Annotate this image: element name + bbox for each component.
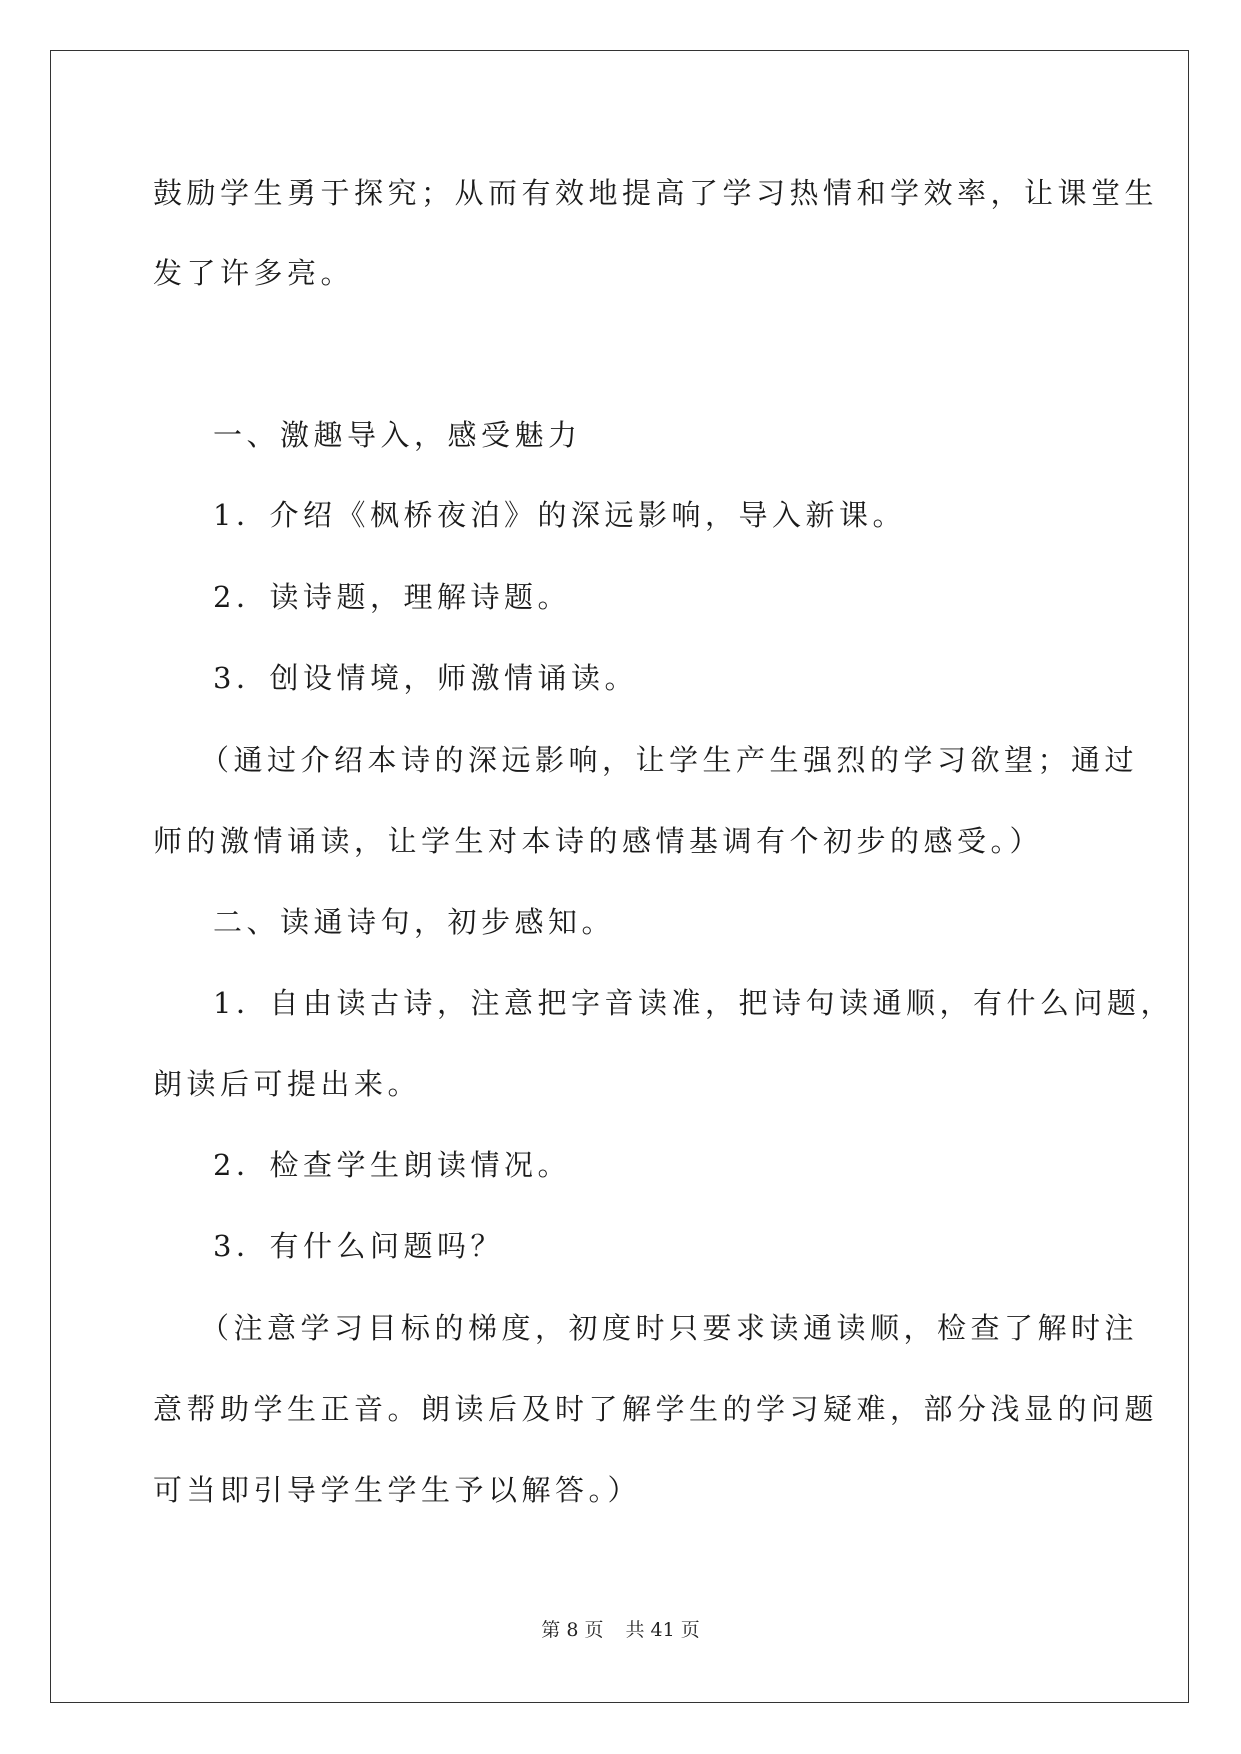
note-line: 可当即引导学生学生予以解答。） [153,1473,642,1507]
body-line: 发了许多亮。 [153,256,355,290]
list-item: 3．有什么问题吗？ [213,1229,504,1263]
page-footer [0,1617,1241,1643]
note-line: （通过介绍本诗的深远影响，让学生产生强烈的学习欲望；通过 [200,743,1139,777]
page-number: 第 8 页 [541,1619,604,1641]
section-heading: 一、激趣导入，感受魅力 [213,418,582,452]
note-line: （注意学习目标的梯度，初度时只要求读通读顺，检查了解时注 [200,1311,1139,1345]
list-item: 1．自由读古诗，注意把字音读准，把诗句读通顺，有什么问题， [213,986,1174,1020]
list-item: 2．读诗题，理解诗题。 [213,580,571,614]
body-line: 鼓励学生勇于探究；从而有效地提高了学习热情和学效率，让课堂生 [153,176,1159,210]
list-item: 3．创设情境，师激情诵读。 [213,661,638,695]
list-item: 1．介绍《枫桥夜泊》的深远影响，导入新课。 [213,498,906,532]
page-border [50,50,1189,1703]
page-total: 共 41 页 [625,1619,700,1641]
note-line: 意帮助学生正音。朗读后及时了解学生的学习疑难，部分浅显的问题 [153,1392,1159,1426]
note-line: 师的激情诵读，让学生对本诗的感情基调有个初步的感受。） [153,824,1044,858]
section-heading: 二、读通诗句，初步感知。 [213,905,616,939]
body-line: 朗读后可提出来。 [153,1067,422,1101]
list-item: 2．检查学生朗读情况。 [213,1148,571,1182]
